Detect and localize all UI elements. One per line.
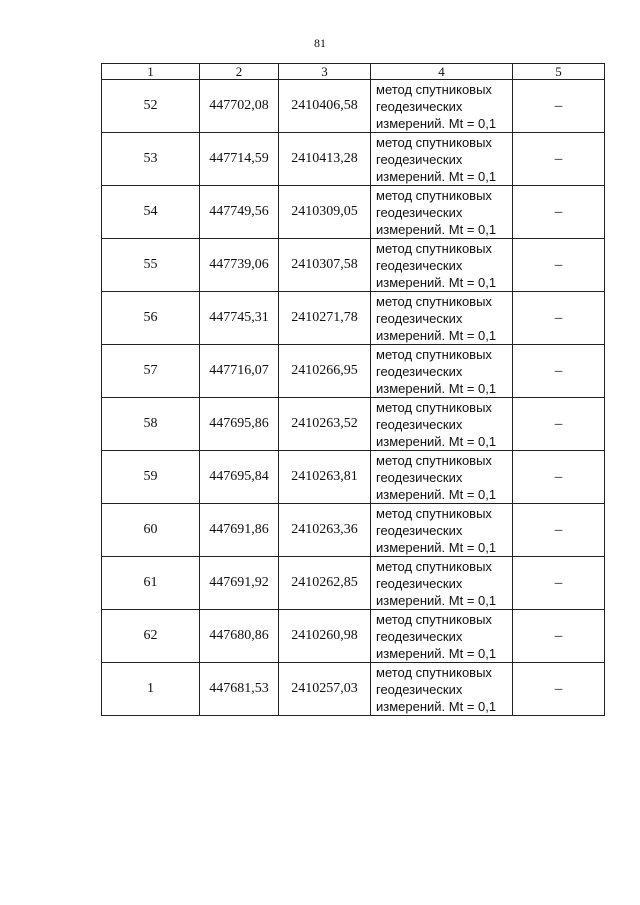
method-cell <box>371 133 513 186</box>
method-line: измерений. Mt = 0,1 <box>376 274 497 290</box>
method-cell <box>371 557 513 610</box>
method-line: измерений. Mt = 0,1 <box>376 433 497 449</box>
x-coordinate-cell: 447702,08 <box>200 80 279 133</box>
point-number-cell: 57 <box>102 345 200 398</box>
x-coordinate-cell: 447691,86 <box>200 504 279 557</box>
method-line: измерений. Mt = 0,1 <box>376 539 497 555</box>
x-coordinate-cell: 447680,86 <box>200 610 279 663</box>
method-line: метод спутниковых <box>376 452 492 468</box>
method-line: геодезических <box>376 681 463 697</box>
method-line: измерений. Mt = 0,1 <box>376 486 497 502</box>
method-line: измерений. Mt = 0,1 <box>376 221 497 237</box>
x-coordinate-cell: 447695,84 <box>200 451 279 504</box>
method-line: геодезических <box>376 522 463 538</box>
point-number-cell: 53 <box>102 133 200 186</box>
method-cell <box>371 186 513 239</box>
point-number-cell: 61 <box>102 557 200 610</box>
method-line: геодезических <box>376 257 463 273</box>
header-col-5: 5 <box>513 64 605 80</box>
table-row <box>102 504 605 557</box>
y-coordinate-cell: 2410413,28 <box>279 133 371 186</box>
method-line: метод спутниковых <box>376 187 492 203</box>
point-number-cell: 54 <box>102 186 200 239</box>
note-cell: – <box>513 186 605 239</box>
method-cell <box>371 504 513 557</box>
note-cell: – <box>513 133 605 186</box>
method-line: метод спутниковых <box>376 399 492 415</box>
point-number-cell: 59 <box>102 451 200 504</box>
y-coordinate-cell: 2410262,85 <box>279 557 371 610</box>
y-coordinate-cell: 2410266,95 <box>279 345 371 398</box>
table-row <box>102 398 605 451</box>
method-line: геодезических <box>376 628 463 644</box>
method-line: измерений. Mt = 0,1 <box>376 380 497 396</box>
note-cell: – <box>513 663 605 716</box>
table-row <box>102 557 605 610</box>
note-cell: – <box>513 451 605 504</box>
x-coordinate-cell: 447716,07 <box>200 345 279 398</box>
table-row <box>102 239 605 292</box>
method-line: геодезических <box>376 416 463 432</box>
method-line: геодезических <box>376 310 463 326</box>
table-body <box>102 80 605 716</box>
table-header <box>102 64 605 80</box>
coordinates-table <box>101 63 605 716</box>
x-coordinate-cell: 447681,53 <box>200 663 279 716</box>
point-number-cell: 62 <box>102 610 200 663</box>
x-coordinate-cell: 447714,59 <box>200 133 279 186</box>
method-line: геодезических <box>376 151 463 167</box>
point-number-cell: 56 <box>102 292 200 345</box>
table-row <box>102 292 605 345</box>
method-line: геодезических <box>376 575 463 591</box>
table-row <box>102 345 605 398</box>
y-coordinate-cell: 2410263,52 <box>279 398 371 451</box>
y-coordinate-cell: 2410406,58 <box>279 80 371 133</box>
point-number-cell: 60 <box>102 504 200 557</box>
header-row <box>102 64 605 80</box>
x-coordinate-cell: 447749,56 <box>200 186 279 239</box>
method-line: геодезических <box>376 204 463 220</box>
table-row <box>102 186 605 239</box>
method-line: измерений. Mt = 0,1 <box>376 168 497 184</box>
y-coordinate-cell: 2410307,58 <box>279 239 371 292</box>
method-line: измерений. Mt = 0,1 <box>376 327 497 343</box>
method-line: метод спутниковых <box>376 293 492 309</box>
x-coordinate-cell: 447745,31 <box>200 292 279 345</box>
y-coordinate-cell: 2410271,78 <box>279 292 371 345</box>
y-coordinate-cell: 2410309,05 <box>279 186 371 239</box>
y-coordinate-cell: 2410263,36 <box>279 504 371 557</box>
method-line: метод спутниковых <box>376 558 492 574</box>
table-row <box>102 133 605 186</box>
x-coordinate-cell: 447691,92 <box>200 557 279 610</box>
note-cell: – <box>513 557 605 610</box>
method-line: геодезических <box>376 363 463 379</box>
table-row <box>102 663 605 716</box>
method-cell <box>371 80 513 133</box>
table-row <box>102 451 605 504</box>
point-number-cell: 1 <box>102 663 200 716</box>
method-line: метод спутниковых <box>376 240 492 256</box>
method-cell <box>371 398 513 451</box>
header-col-2: 2 <box>200 64 279 80</box>
table-row <box>102 80 605 133</box>
method-line: метод спутниковых <box>376 346 492 362</box>
note-cell: – <box>513 398 605 451</box>
y-coordinate-cell: 2410263,81 <box>279 451 371 504</box>
method-line: метод спутниковых <box>376 81 492 97</box>
note-cell: – <box>513 292 605 345</box>
header-col-4: 4 <box>371 64 513 80</box>
method-line: измерений. Mt = 0,1 <box>376 115 497 131</box>
header-col-3: 3 <box>279 64 371 80</box>
point-number-cell: 58 <box>102 398 200 451</box>
method-cell <box>371 610 513 663</box>
x-coordinate-cell: 447739,06 <box>200 239 279 292</box>
method-cell <box>371 292 513 345</box>
y-coordinate-cell: 2410257,03 <box>279 663 371 716</box>
table-row <box>102 610 605 663</box>
header-col-1: 1 <box>102 64 200 80</box>
method-cell <box>371 239 513 292</box>
method-line: геодезических <box>376 469 463 485</box>
method-cell <box>371 345 513 398</box>
method-line: метод спутниковых <box>376 505 492 521</box>
method-line: измерений. Mt = 0,1 <box>376 698 497 714</box>
note-cell: – <box>513 504 605 557</box>
method-line: геодезических <box>376 98 463 114</box>
note-cell: – <box>513 610 605 663</box>
method-cell <box>371 451 513 504</box>
method-line: измерений. Mt = 0,1 <box>376 592 497 608</box>
page-number: 81 <box>314 36 326 50</box>
method-line: метод спутниковых <box>376 134 492 150</box>
note-cell: – <box>513 345 605 398</box>
method-cell <box>371 663 513 716</box>
method-line: метод спутниковых <box>376 611 492 627</box>
point-number-cell: 55 <box>102 239 200 292</box>
method-line: измерений. Mt = 0,1 <box>376 645 497 661</box>
point-number-cell: 52 <box>102 80 200 133</box>
x-coordinate-cell: 447695,86 <box>200 398 279 451</box>
note-cell: – <box>513 239 605 292</box>
method-line: метод спутниковых <box>376 664 492 680</box>
note-cell: – <box>513 80 605 133</box>
y-coordinate-cell: 2410260,98 <box>279 610 371 663</box>
